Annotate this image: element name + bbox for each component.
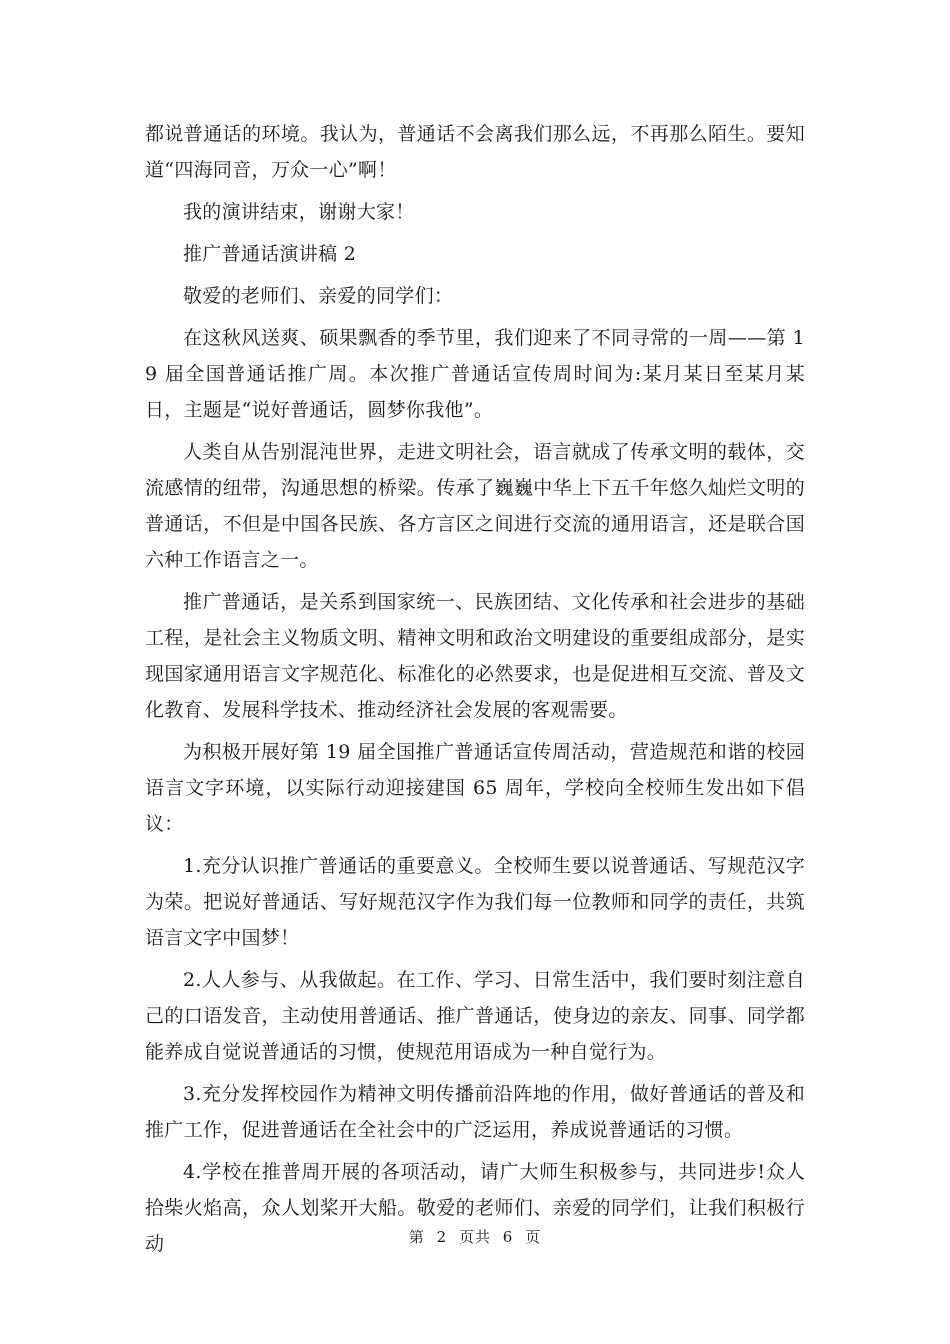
paragraph-language-history: 人类自从告别混沌世界，走进文明社会，语言就成了传承文明的载体，交流感情的纽带，沟通思想的桥梁。传承了巍巍中华上下五千年悠久灿烂文明的普通话，不但是中国各民族、各方言区之间进行交流的通用语言，还是联合国六种工作语言之一。 [145, 441, 805, 571]
list-item-4: 4.学校在推普周开展的各项活动，请广大师生积极参与，共同进步!众人拾柴火焰高，众人划桨开大船。敬爱的老师们、亲爱的同学们，让我们积极行动 [145, 1161, 805, 1255]
list-item-3: 3.充分发挥校园作为精神文明传播前沿阵地的作用，做好普通话的普及和推广工作，促进普通话在全社会中的广泛运用，养成说普通话的习惯。 [145, 1083, 805, 1141]
list-item-1: 1.充分认识推广普通话的重要意义。全校师生要以说普通话、写规范汉字为荣。把说好普通话、写好规范汉字作为我们每一位教师和同学的责任，共筑语言文字中国梦！ [145, 855, 805, 949]
paragraph-closing: 我的演讲结束，谢谢大家！ [183, 201, 415, 223]
list-item-2: 2.人人参与、从我做起。在工作、学习、日常生活中，我们要时刻注意自己的口语发音，主动使用普通话、推广普通话，使身边的亲友、同事、同学都能养成自觉说普通话的习惯，使规范用语成为一种自觉行为。 [145, 969, 805, 1063]
paragraph-continuation: 都说普通话的环境。我认为，普通话不会离我们那么远，不再那么陌生。要知道“四海同音，万众一心”啊！ [145, 123, 805, 181]
paragraph-significance: 推广普通话，是关系到国家统一、民族团结、文化传承和社会进步的基础工程，是社会主义物质文明、精神文明和政治文明建设的重要组成部分，是实现国家通用语言文字规范化、标准化的必然要求，也是促进相互交流、普及文化教育、发展科学技术、推动经济社会发展的客观需要。 [145, 591, 805, 721]
section-title: 推广普通话演讲稿 2 [183, 243, 357, 265]
paragraph-proposal: 为积极开展好第 19 届全国推广普通话宣传周活动，营造规范和谐的校园语言文字环境，以实际行动迎接建国 65 周年，学校向全校师生发出如下倡议： [145, 741, 805, 835]
document-body [145, 116, 805, 1262]
paragraph-intro: 在这秋风送爽、硕果飘香的季节里，我们迎来了不同寻常的一周——第 19 届全国普通话推广周。本次推广普通话宣传周时间为:某月某日至某月某日，主题是“说好普通话，圆梦你我他”。 [145, 327, 805, 421]
salutation: 敬爱的老师们、亲爱的同学们： [183, 285, 454, 307]
page-footer: 第 2 页共 6 页 [408, 1228, 542, 1246]
